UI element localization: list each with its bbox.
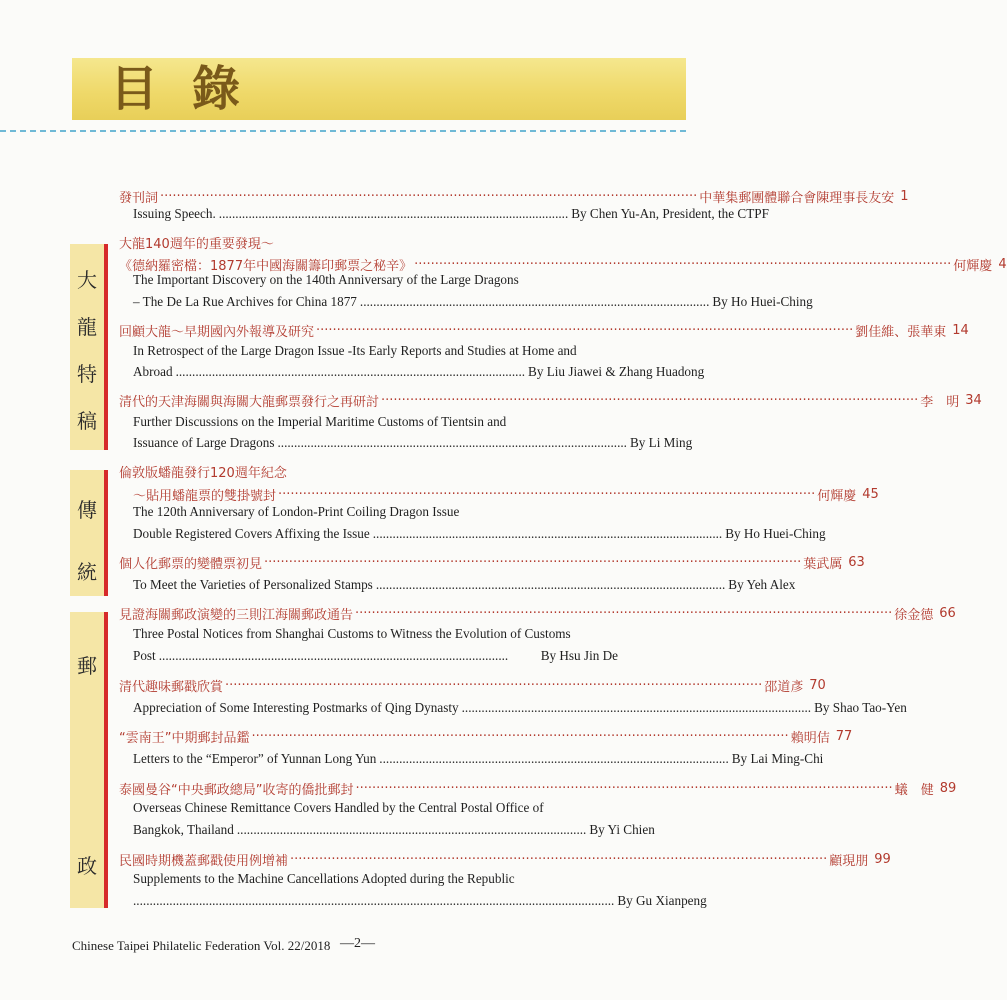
toc-entry-zh[interactable]: 回顧大龍～早期國內外報導及研究 ·································································································································· 劉佳維、張華東 14 bbox=[119, 322, 969, 340]
toc-entry-en: In Retrospect of the Large Dragon Issue -Its Early Reports and Studies at Home and bbox=[133, 343, 577, 358]
page-number: 34 bbox=[965, 392, 982, 408]
section-tab-tradition bbox=[70, 470, 108, 596]
toc-entry-zh[interactable]: 發刊詞 ·································································································································· 中華集郵團體聯合會陳理事長友安 1 bbox=[119, 188, 909, 206]
section-char: 郵 bbox=[77, 654, 97, 678]
leader-dots: .......................................................................................................... bbox=[379, 751, 729, 766]
toc-entry-zh[interactable]: 清代的天津海關與海關大龍郵票發行之再研討 ·································································································································· 李 明 34 bbox=[119, 392, 982, 410]
section-tab-special bbox=[70, 244, 108, 450]
page-title: 目錄 bbox=[110, 61, 275, 117]
leader-dots: .................................................................................................................................................. bbox=[133, 893, 615, 908]
page-number: 4 bbox=[998, 256, 1007, 272]
leader-dots: ·································································································································· bbox=[251, 728, 789, 744]
page-number: 70 bbox=[809, 677, 826, 693]
leader-dots: .......................................................................................................... bbox=[158, 648, 509, 663]
section-char: 大 bbox=[77, 268, 97, 292]
section-char: 政 bbox=[77, 854, 97, 878]
page-number: 89 bbox=[939, 780, 957, 796]
toc-entry-zh[interactable]: 見證海關郵政演變的三則江海關郵政通告 ·································································································································· 徐金德 66 bbox=[119, 605, 956, 623]
page-number: 45 bbox=[862, 486, 879, 502]
toc-entry-zh[interactable]: ～貼用蟠龍票的雙掛號封 ·································································································································· 何輝慶 45 bbox=[133, 486, 879, 504]
toc-entry-en: Overseas Chinese Remittance Covers Handled by the Central Postal Office of bbox=[133, 800, 544, 815]
toc-entry-zh[interactable]: 清代趣味郵戳欣賞 ·································································································································· 邵道彥 70 bbox=[119, 677, 826, 695]
leader-dots: ·································································································································· bbox=[355, 605, 893, 621]
section-tab-postal bbox=[70, 612, 108, 908]
toc-entry-en: The Important Discovery on the 140th Anniversary of the Large Dragons bbox=[133, 272, 519, 287]
leader-dots: .......................................................................................................... bbox=[236, 822, 587, 837]
section-char: 特 bbox=[77, 362, 97, 386]
section-char: 稿 bbox=[77, 409, 97, 433]
toc-entry-en[interactable]: Appreciation of Some Interesting Postmarks of Qing Dynasty .......................................................................................................... By Shao Tao-Yen bbox=[133, 700, 907, 715]
leader-dots: .......................................................................................................... bbox=[218, 206, 569, 221]
footer-journal: Chinese Taipei Philatelic Federation Vol. 22/2018 bbox=[72, 938, 331, 953]
leader-dots: ·································································································································· bbox=[381, 392, 919, 408]
page-number: 77 bbox=[835, 728, 853, 744]
toc-entry-en[interactable]: Bangkok, Thailand .......................................................................................................... By Yi Chien bbox=[133, 822, 655, 837]
leader-dots: ·································································································································· bbox=[160, 188, 698, 204]
leader-dots: ·································································································································· bbox=[290, 851, 828, 867]
section-char: 傳 bbox=[77, 498, 97, 522]
page-number: 63 bbox=[848, 554, 865, 570]
leader-dots: ·································································································································· bbox=[316, 322, 854, 338]
toc-entry-en[interactable]: Double Registered Covers Affixing the Issue .......................................................................................................... By Ho Huei-Ching bbox=[133, 526, 826, 541]
toc-entry-en[interactable]: – The De La Rue Archives for China 1877 .......................................................................................................... By Ho Huei-Ching bbox=[133, 294, 813, 309]
toc-entry-zh[interactable]: 倫敦版蟠龍發行120週年紀念 bbox=[119, 465, 287, 481]
leader-dots: .......................................................................................................... bbox=[277, 435, 627, 450]
toc-entry-zh[interactable]: 個人化郵票的變體票初見 ·································································································································· 葉武厲 63 bbox=[119, 554, 865, 572]
leader-dots: .......................................................................................................... bbox=[375, 577, 726, 592]
section-char: 統 bbox=[77, 560, 97, 584]
leader-dots: .......................................................................................................... bbox=[359, 294, 710, 309]
dashed-divider bbox=[0, 130, 686, 132]
page-number: 66 bbox=[939, 605, 956, 621]
leader-dots: ·································································································································· bbox=[414, 256, 952, 272]
leader-dots: ·································································································································· bbox=[355, 780, 893, 796]
toc-entry-en[interactable]: To Meet the Varieties of Personalized Stamps .......................................................................................................... By Yeh Alex bbox=[133, 577, 796, 592]
toc-entry-zh[interactable]: 大龍140週年的重要發現～ bbox=[119, 236, 274, 252]
toc-entry-zh[interactable]: 《德納羅密檔：1877年中國海關籌印郵票之秘辛》 ·································································································································· 何輝慶 4 bbox=[119, 256, 1007, 274]
toc-entry-en: Three Postal Notices from Shanghai Customs to Witness the Evolution of Customs bbox=[133, 626, 571, 641]
toc-entry-en: Supplements to the Machine Cancellations Adopted during the Republic bbox=[133, 871, 515, 886]
toc-entry-en: The 120th Anniversary of London-Print Coiling Dragon Issue bbox=[133, 504, 460, 519]
toc-entry-en[interactable]: Post .......................................................................................................... By Hsu Jin De bbox=[133, 648, 618, 663]
toc-entry-zh[interactable]: 泰國曼谷“中央郵政總局”收寄的僑批郵封 ·································································································································· 蟻 健 89 bbox=[119, 780, 957, 798]
section-char: 龍 bbox=[77, 315, 97, 339]
leader-dots: .......................................................................................................... bbox=[461, 700, 812, 715]
toc-entry-en[interactable]: Issuance of Large Dragons .......................................................................................................... By Li Ming bbox=[133, 435, 693, 450]
toc-entry-zh[interactable]: 民國時期機蓋郵戳使用例增補 ·································································································································· 顧現朋 99 bbox=[119, 851, 891, 869]
toc-entry-en[interactable]: .................................................................................................................................................. By Gu Xianpeng bbox=[133, 893, 707, 908]
toc-entry-en[interactable]: Issuing Speech. .......................................................................................................... By Chen Yu-An, President, the CTPF bbox=[133, 206, 769, 221]
toc-entry-en[interactable]: Abroad .......................................................................................................... By Liu Jiawei & Zhang Huadong bbox=[133, 364, 705, 379]
toc-entry-en: Further Discussions on the Imperial Maritime Customs of Tientsin and bbox=[133, 414, 507, 429]
toc-entry-zh[interactable]: “雲南王”中期郵封品鑑 ·································································································································· 賴明佶 77 bbox=[119, 728, 853, 746]
leader-dots: ·································································································································· bbox=[278, 486, 816, 502]
page-number: 1 bbox=[900, 188, 909, 204]
leader-dots: .......................................................................................................... bbox=[175, 364, 526, 379]
toc-entry-en[interactable]: Letters to the “Emperor” of Yunnan Long Yun .......................................................................................................... By Lai Ming-Chi bbox=[133, 751, 824, 766]
page-number: 99 bbox=[874, 851, 891, 867]
leader-dots: ·································································································································· bbox=[264, 554, 802, 570]
leader-dots: ·································································································································· bbox=[225, 677, 763, 693]
page-number: 14 bbox=[952, 322, 969, 338]
leader-dots: .......................................................................................................... bbox=[372, 526, 723, 541]
footer-page-number: —2— bbox=[340, 936, 375, 951]
